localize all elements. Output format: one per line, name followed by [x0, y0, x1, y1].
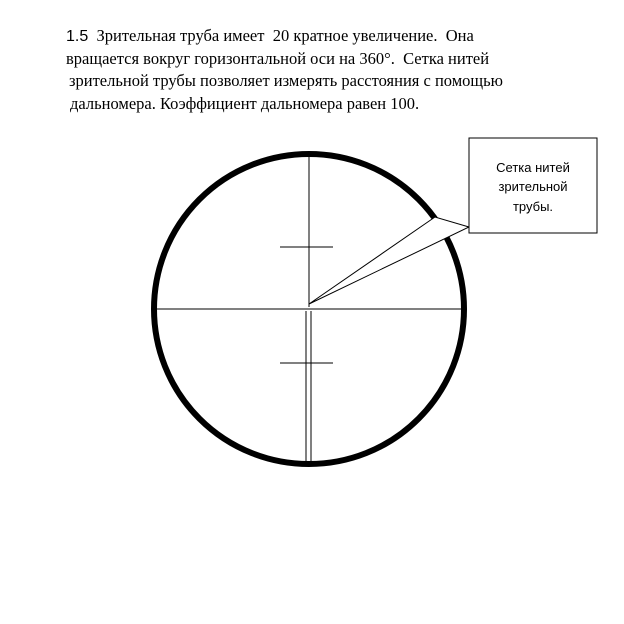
callout-line-1: Сетка нитей	[496, 160, 570, 175]
paragraph-line-2: вращается вокруг горизонтальной оси на 360°. Сетка нитей	[66, 49, 490, 68]
task-number: 1.5	[66, 28, 89, 45]
paragraph-line-3: зрительной трубы позволяет измерять расстояния с помощью	[69, 71, 503, 90]
callout-pointer	[309, 217, 469, 304]
paragraph-line-1-text: Зрительная труба имеет 20 кратное увеличение. Она	[96, 26, 474, 45]
paragraph-line-4: дальномера. Коэффициент дальномера равен 100.	[70, 94, 420, 113]
callout-line-3: трубы.	[512, 199, 554, 214]
callout-line-2: зрительной	[498, 179, 568, 194]
